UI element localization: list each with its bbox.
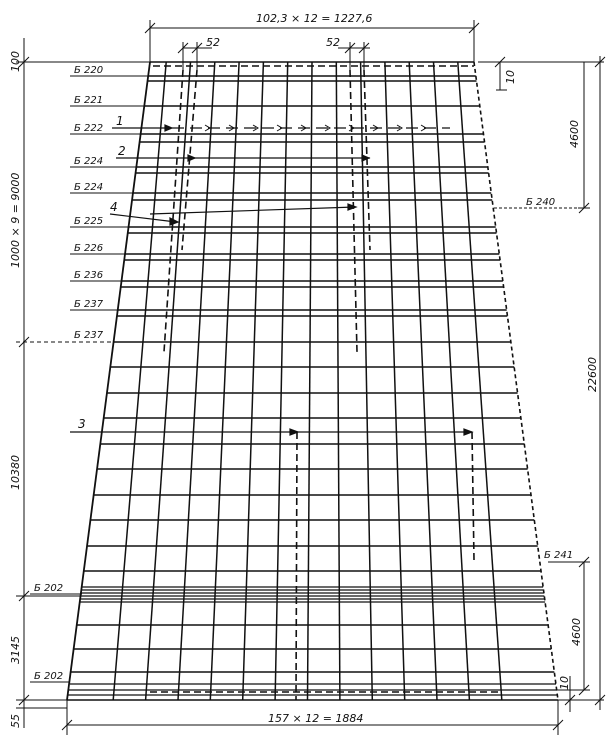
label-b237-b: Б 237 — [74, 330, 104, 341]
callout-1: 1 — [116, 114, 124, 128]
callout-3: 3 — [78, 417, 86, 431]
label-b226: Б 226 — [74, 243, 104, 254]
label-b222: Б 222 — [74, 123, 104, 134]
chevron-mark — [205, 125, 210, 131]
label-b241: Б 241 — [544, 550, 574, 561]
top-width-dim: 102,3 × 12 = 1227,6 — [256, 12, 373, 25]
left-bottom-margin-dim: 55 — [9, 714, 22, 728]
label-b236: Б 236 — [74, 270, 104, 281]
label-b237-a: Б 237 — [74, 299, 104, 310]
horizontal-rebars — [71, 76, 555, 672]
left-top-margin-dim: 100 — [9, 51, 22, 72]
label-b221: Б 221 — [74, 95, 104, 106]
label-b202-b: Б 202 — [34, 671, 64, 682]
left-upper-section-dim: 1000 × 9 = 9000 — [9, 172, 22, 268]
label-b220: Б 220 — [74, 65, 104, 76]
chevron-mark — [277, 125, 282, 131]
label-b224-b: Б 224 — [74, 182, 104, 193]
right-lower-height-dim: 4600 — [570, 618, 583, 646]
top-spacing-right-dim: 52 — [326, 36, 340, 49]
label-b225: Б 225 — [74, 216, 104, 227]
vertical-bar — [385, 62, 405, 700]
callout-2: 2 — [118, 144, 126, 158]
bottom-strip — [68, 684, 558, 695]
right-top-offset-dim: 10 — [504, 70, 517, 84]
label-b240: Б 240 — [526, 197, 556, 208]
chevron-mark — [421, 125, 426, 131]
right-bottom-offset-dim: 10 — [558, 676, 571, 690]
right-upper-height-dim: 4600 — [568, 120, 581, 148]
label-b224-a: Б 224 — [74, 156, 104, 167]
right-total-height-dim: 22600 — [586, 357, 599, 392]
vertical-bar — [409, 62, 437, 700]
top-spacing-left-dim: 52 — [206, 36, 220, 49]
label-b202-a: Б 202 — [34, 583, 64, 594]
callout-arrows — [70, 125, 472, 435]
left-bottom-section-dim: 3145 — [9, 636, 22, 664]
callout-4: 4 — [110, 200, 118, 214]
bottom-width-dim: 157 × 12 = 1884 — [268, 712, 364, 725]
left-lower-section-dim: 10380 — [9, 455, 22, 490]
dashed-bars — [150, 66, 500, 700]
